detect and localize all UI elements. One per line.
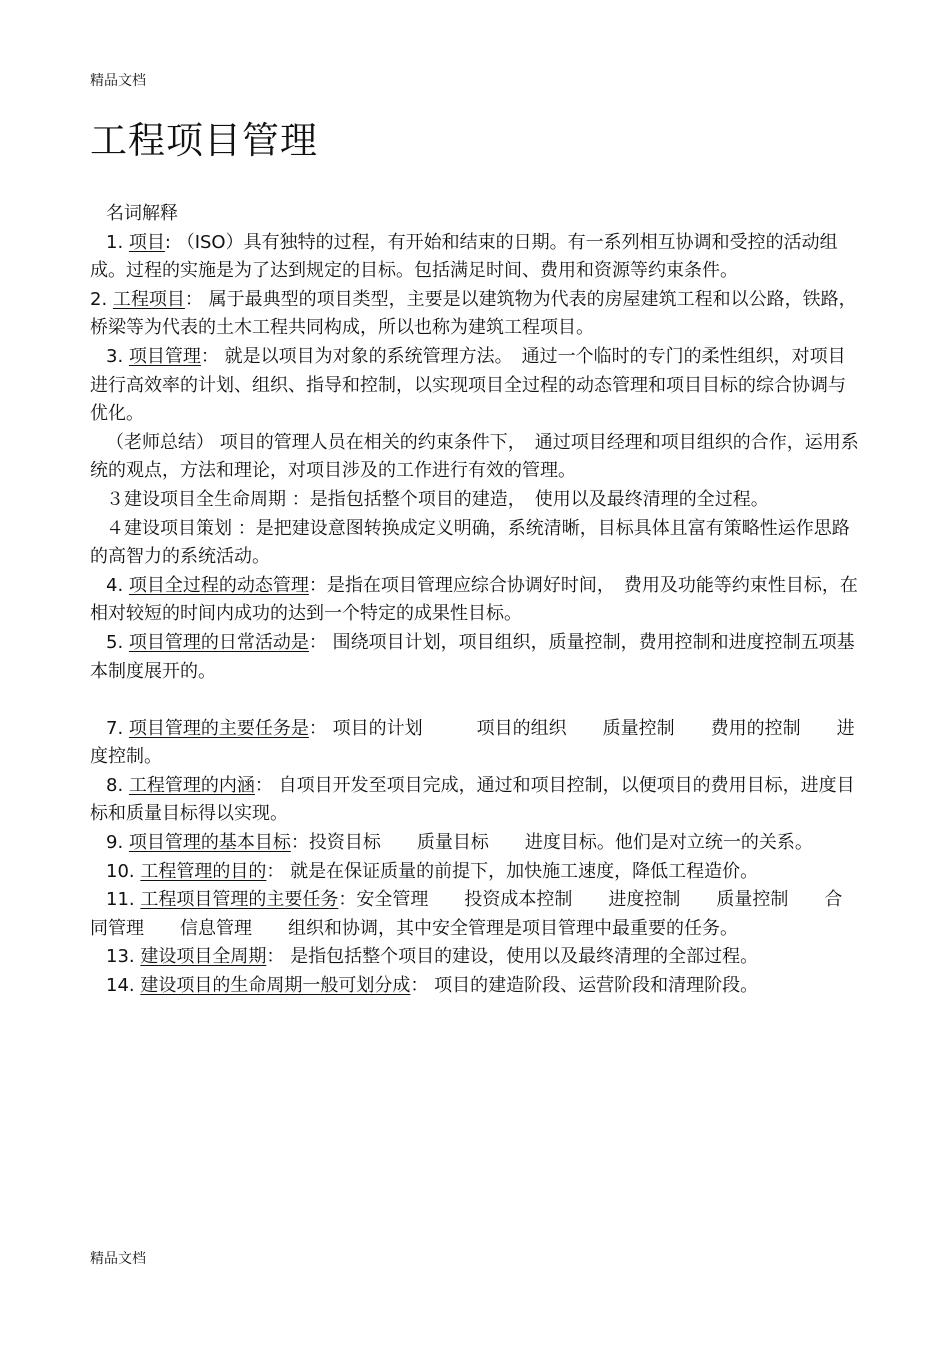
definition-item bbox=[90, 972, 860, 1001]
definition-item bbox=[90, 943, 860, 972]
item-prefix: 8. bbox=[106, 774, 129, 796]
item-definition: ： 围绕项目计划，项目组织，质量控制，费用控制和进度控制五项基本制度展开的。 bbox=[90, 631, 855, 682]
item-term: 工程管理的内涵 bbox=[128, 774, 255, 796]
item-definition: ：是指在项目管理应综合协调好时间， 费用及功能等约束性目标，在相对较短的时间内成功的达到一个特定的成果性目标。 bbox=[90, 574, 858, 625]
page-footer: 精品文档 bbox=[90, 1251, 146, 1267]
item-term: 项目管理的基本目标 bbox=[128, 832, 291, 854]
item-prefix: 10. bbox=[106, 860, 141, 882]
item-definition: ： 项目的计划 项目的组织 质量控制 费用的控制 进度控制。 bbox=[90, 717, 855, 768]
item-prefix: 1. bbox=[106, 231, 129, 253]
definition-item bbox=[90, 886, 860, 943]
item-definition: : （ISO）具有独特的过程，有开始和结束的日期。有一系列相互协调和受控的活动组成。过程的实施是为了达到规定的目标。包括满足时间、费用和资源等约束条件。 bbox=[90, 231, 838, 282]
definition-item bbox=[90, 829, 860, 858]
item-term: 建设项目全周期 bbox=[140, 946, 267, 968]
definition-item bbox=[90, 286, 860, 343]
definition-item bbox=[90, 715, 860, 772]
item-definition: ： 属于最典型的项目类型，主要是以建筑物为代表的房屋建筑工程和以公路，铁路，桥梁等为代表的土木工程共同构成，所以也称为建筑工程项目。 bbox=[90, 288, 857, 339]
item-definition: ： 项目的建造阶段、运营阶段和清理阶段。 bbox=[410, 975, 759, 997]
item-prefix: 13. bbox=[106, 946, 141, 968]
document-title: 工程项目管理 bbox=[90, 119, 318, 162]
item-definition: ：投资目标 质量目标 进度目标。他们是对立统一的关系。 bbox=[290, 832, 813, 854]
item-definition: ： 是指包括整个项目的建设，使用以及最终清理的全部过程。 bbox=[266, 946, 759, 968]
page-header: 精品文档 bbox=[90, 73, 146, 89]
item-prefix: 9. bbox=[106, 832, 129, 854]
definition-item bbox=[90, 772, 860, 829]
definition-item bbox=[90, 515, 860, 572]
definition-item bbox=[90, 629, 860, 686]
item-prefix: 11. bbox=[106, 889, 141, 911]
definition-item bbox=[90, 858, 860, 887]
item-prefix: ３建设项目全生命周期 ：是指包括整个项目的建造， 使用以及最终清理的全过程。 bbox=[106, 488, 769, 510]
item-prefix: 7. bbox=[106, 717, 129, 739]
definition-item bbox=[90, 429, 860, 486]
item-prefix: （老师总结） 项目的管理人员在相关的约束条件下， 通过项目经理和项目组织的合作，运用系统的观点，方法和理论，对项目涉及的工作进行有效的管理。 bbox=[90, 431, 859, 482]
item-term: 项目全过程的动态管理 bbox=[128, 574, 309, 596]
item-definition: ： 就是在保证质量的前提下，加快施工速度，降低工程造价。 bbox=[266, 860, 759, 882]
item-term: 工程项目管理的主要任务 bbox=[140, 889, 339, 911]
definition-item bbox=[90, 343, 860, 429]
item-prefix: 3. bbox=[106, 345, 129, 367]
section-heading: 名词解释 bbox=[106, 203, 178, 224]
definition-item bbox=[90, 486, 860, 515]
item-prefix: 4. bbox=[106, 574, 129, 596]
definition-list bbox=[90, 229, 860, 1001]
item-term: 建设项目的生命周期一般可划分成 bbox=[140, 975, 411, 997]
item-term: 工程项目 bbox=[112, 288, 185, 310]
item-prefix: 5. bbox=[106, 631, 129, 653]
item-term: 工程管理的目的 bbox=[140, 860, 267, 882]
item-definition: ： 自项目开发至项目完成，通过和项目控制，以便项目的费用目标，进度目标和质量目标得以实现。 bbox=[90, 774, 855, 825]
item-term: 项目管理的主要任务是 bbox=[128, 717, 309, 739]
definition-item bbox=[90, 572, 860, 629]
item-definition: ： 就是以项目为对象的系统管理方法。 通过一个临时的专门的柔性组织，对项目进行高效率的计划、组织、指导和控制，以实现项目全过程的动态管理和项目目标的综合协调与优化。 bbox=[90, 345, 846, 425]
item-term: 项目管理 bbox=[128, 345, 201, 367]
blank-line bbox=[90, 686, 860, 715]
item-term: 项目管理的日常活动是 bbox=[128, 631, 309, 653]
item-prefix: 2. bbox=[90, 288, 113, 310]
item-term: 项目 bbox=[128, 231, 165, 253]
document-body bbox=[90, 200, 860, 1001]
item-definition: ：安全管理 投资成本控制 进度控制 质量控制 合同管理 信息管理 组织和协调，其中安全管理是项目管理中最重要的任务。 bbox=[90, 889, 843, 939]
item-prefix: 14. bbox=[106, 975, 141, 997]
definition-item bbox=[90, 229, 860, 286]
item-prefix: ４建设项目策划 ：是把建设意图转换成定义明确，系统清晰，目标具体且富有策略性运作思路的高智力的系统活动。 bbox=[90, 517, 850, 568]
